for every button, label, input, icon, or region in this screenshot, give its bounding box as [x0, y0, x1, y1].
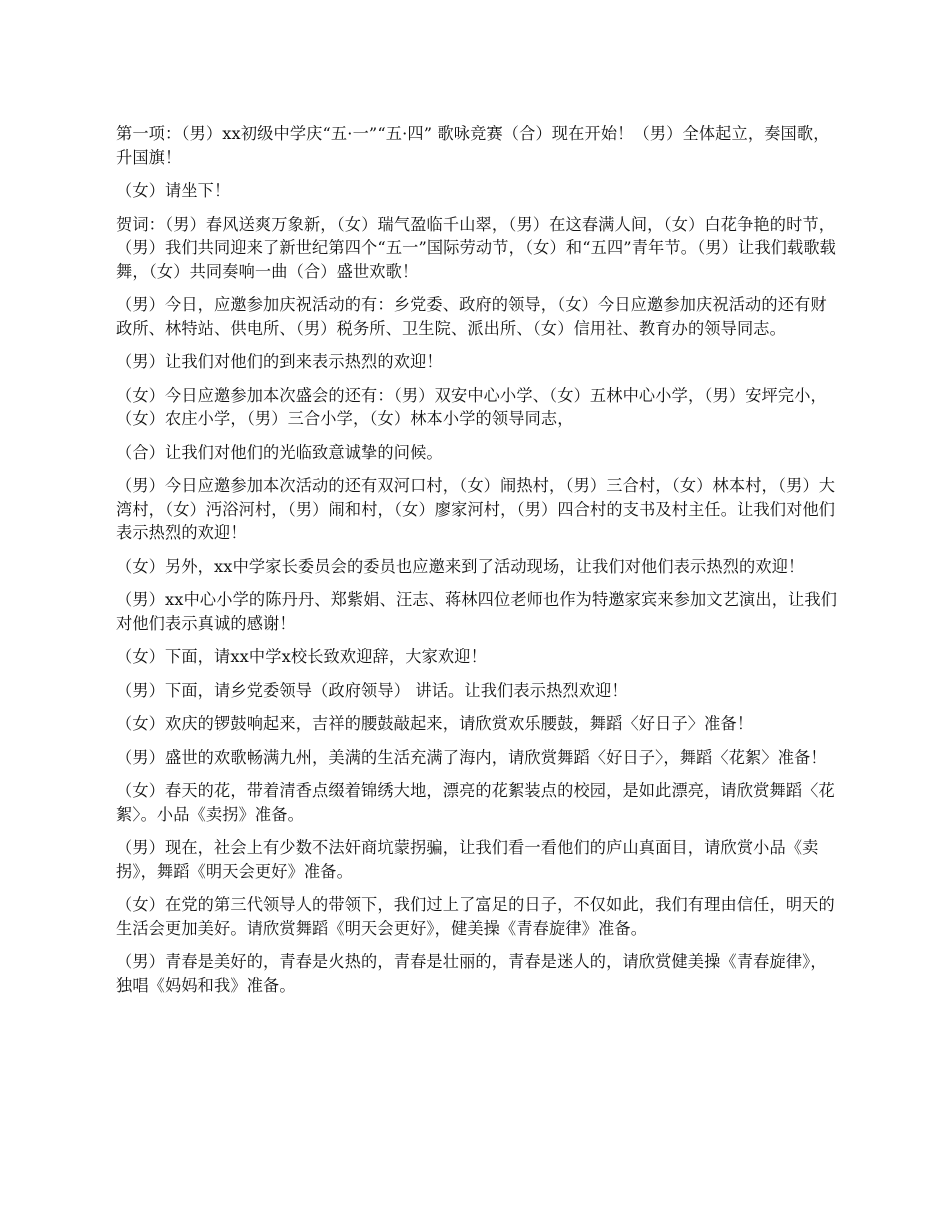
paragraph-greeting: 贺词：（男）春风送爽万象新，（女）瑞气盈临千山翠，（男）在这春满人间，（女）白花争艳的时节，（男）我们共同迎来了新世纪第四个“五一”国际劳动节，（女）和“五四”青年节。（男）让我们载歌载舞，（女）共同奏响一曲（合）盛世欢歌！ — [116, 214, 837, 281]
paragraph-welcome-officials: （男）让我们对他们的到来表示热烈的欢迎！ — [116, 352, 443, 371]
paragraph-guests-officials: （男）今日，应邀参加庆祝活动的有：乡党委、政府的领导，（女）今日应邀参加庆祝活动的还有财政所、林特站、供电所、（男）税务所、卫生院、派出所、（女）信用社、教育办的领导同志。 — [116, 295, 827, 338]
paragraph-good-days-dance: （男）盛世的欢歌畅满九州，美满的生活充满了海内，请欣赏舞蹈〈好日子〉，舞蹈〈花絮〉准备！ — [116, 747, 827, 767]
paragraph-guest-teachers: （男）xx中心小学的陈丹丹、郑紫娟、汪志、蒋林四位老师也作为特邀家宾来参加文艺演出，让我们对他们表示真诚的感谢！ — [116, 590, 838, 633]
paragraph-tomorrow-dance: （女）在党的第三代领导人的带领下，我们过上了富足的日子，不仅如此，我们有理由信任，明天的生活会更加美好。请欣赏舞蹈《明天会更好》，健美操《青春旋律》准备。 — [116, 895, 835, 938]
paragraph-skit: （男）现在，社会上有少数不法奸商坑蒙拐骗，让我们看一看他们的庐山真面目，请欣赏小品《卖拐》，舞蹈《明天会更好》准备。 — [116, 838, 819, 881]
paragraph-parents-committee: （女）另外，xx中学家长委员会的委员也应邀来到了活动现场，让我们对他们表示热烈的欢迎！ — [116, 556, 805, 576]
paragraph-leader-speech: （男）下面，请乡党委领导（政府领导） 讲话。让我们表示热烈欢迎！ — [116, 680, 628, 700]
paragraph-flowers-dance: （女）春天的花，带着清香点缀着锦绣大地，漂亮的花絮装点的校园，是如此漂亮，请欣赏舞蹈〈花絮〉。小品《卖拐》准备。 — [116, 781, 835, 824]
paragraph-drum-dance: （女）欢庆的锣鼓响起来，吉祥的腰鼓敲起来，请欣赏欢乐腰鼓，舞蹈〈好日子〉准备！ — [116, 714, 754, 733]
paragraph-youth-aerobics: （男）青春是美好的，青春是火热的，青春是壮丽的，青春是迷人的，请欣赏健美操《青春旋律》，独唱《妈妈和我》准备。 — [116, 952, 827, 995]
paragraph-greet-schools: （合）让我们对他们的光临致意诚挚的问候。 — [116, 442, 443, 462]
paragraph-guests-schools: （女）今日应邀参加本次盛会的还有：（男）双安中心小学、（女）五林中心小学，（男）安坪完小，（女）农庄小学，（男）三合小学，（女）林本小学的领导同志， — [116, 385, 827, 428]
paragraph-sit-down: （女）请坐下！ — [116, 181, 231, 200]
paragraph-guests-villages: （男）今日应邀参加本次活动的还有双河口村，（女）闹热村，（男）三合村，（女）林本村，（男）大湾村，（女）沔浴河村，（男）闹和村，（女）廖家河村，（男）四合村的支书及村主任。让我们对他们表示热烈的欢迎！ — [116, 476, 836, 542]
paragraph-principal-speech: （女）下面，请xx中学x校长致欢迎辞，大家欢迎！ — [116, 647, 487, 666]
paragraph-opening: 第一项：（男）xx初级中学庆“五·一”“五·四” 歌咏竞赛（合）现在开始！（男）全体起立，奏国歌，升国旗！ — [116, 124, 830, 167]
